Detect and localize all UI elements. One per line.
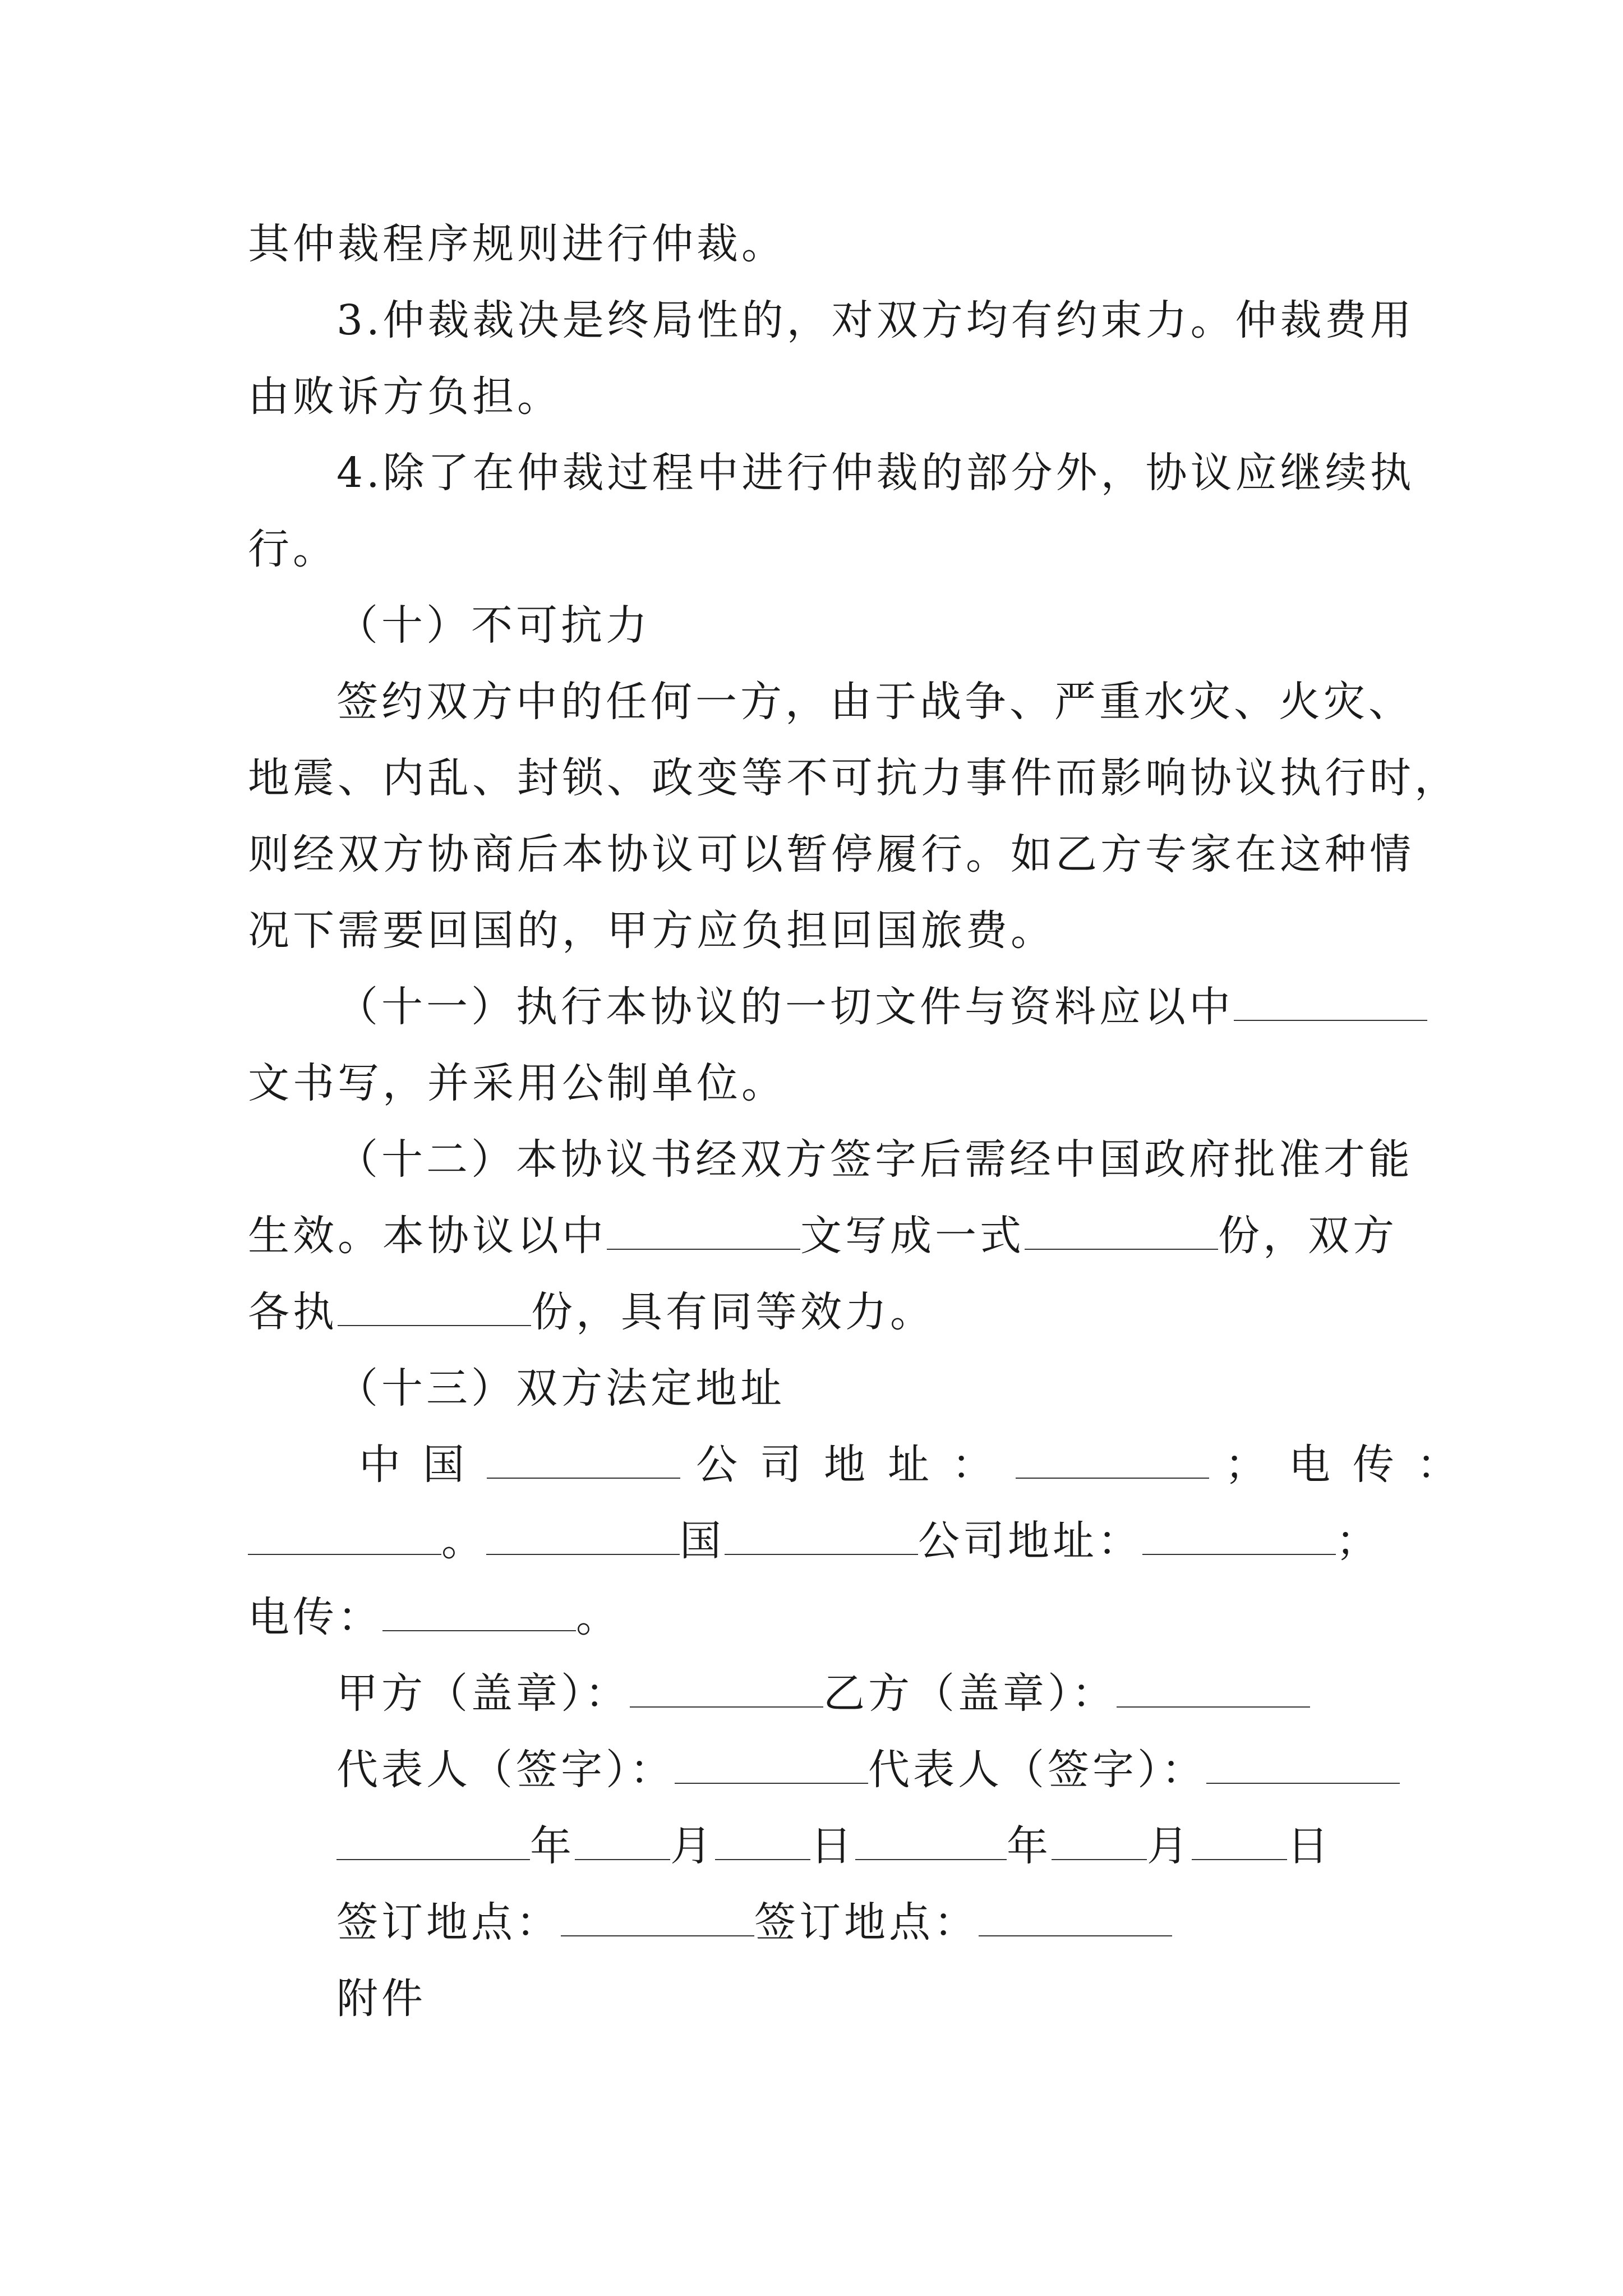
fill-blank[interactable]: [338, 1294, 531, 1326]
clause-12-text: 文写成一式: [800, 1212, 1025, 1260]
rep-b-label: 代表人（签字）：: [868, 1746, 1206, 1794]
clause-13-text: 公司地址：: [918, 1517, 1142, 1565]
fill-blank[interactable]: [725, 1522, 918, 1555]
clause-12-text: 生效。本协议以中: [248, 1212, 607, 1260]
month-label: 月: [1147, 1822, 1192, 1870]
section-heading: （十）不可抗力: [336, 601, 651, 650]
clause-13-text: ；电传：: [1225, 1441, 1481, 1489]
clause-13-text: 电传：: [248, 1593, 382, 1641]
text-line: 其仲裁程序规则进行仲裁。: [248, 220, 786, 268]
clause-12-text: 份，双方: [1218, 1212, 1398, 1260]
clause-13-text: 中国: [359, 1441, 487, 1489]
fill-blank[interactable]: [1016, 1446, 1209, 1479]
text-line: 况下需要回国的，甲方应负担回国旅费。: [248, 907, 1055, 955]
place-b-label: 签订地点：: [754, 1898, 979, 1947]
fill-blank[interactable]: [607, 1217, 800, 1250]
clause-13-text: 国: [680, 1517, 725, 1565]
clause-11-line-1: [336, 983, 1427, 1031]
clause-12-text: 各执: [248, 1288, 338, 1336]
text-line: 地震、内乱、封锁、政变等不可抗力事件而影响协议执行时，: [248, 754, 1459, 802]
fill-blank[interactable]: [630, 1675, 823, 1708]
clause-11-line-2: 文书写，并采用公制单位。: [248, 1059, 786, 1107]
clause-13-text: ；: [1336, 1517, 1381, 1565]
attachment-label: 附件: [336, 1975, 426, 2023]
fill-blank[interactable]: [486, 1522, 680, 1555]
signature-seal-line: [336, 1669, 1310, 1718]
party-a-seal-label: 甲方（盖章）：: [336, 1669, 630, 1718]
clause-12-line-1: （十二）本协议书经双方签字后需经中国政府批准才能: [336, 1135, 1413, 1184]
clause-12-line-2: [248, 1212, 1398, 1260]
fill-blank[interactable]: [1117, 1675, 1310, 1708]
signature-date-line: [336, 1822, 1332, 1870]
fill-blank[interactable]: [1142, 1522, 1336, 1555]
rep-a-label: 代表人（签字）：: [336, 1746, 675, 1794]
fill-blank[interactable]: [1052, 1828, 1147, 1860]
fill-blank[interactable]: [1234, 988, 1427, 1021]
year-label: 年: [1007, 1822, 1052, 1870]
text-line: 签约双方中的任何一方，由于战争、严重水灾、火灾、: [336, 678, 1413, 726]
fill-blank[interactable]: [575, 1828, 670, 1860]
place-a-label: 签订地点：: [336, 1898, 561, 1947]
clause-12-text: 份，具有同等效力。: [531, 1288, 935, 1336]
fill-blank[interactable]: [487, 1446, 680, 1479]
text-line: 4.除了在仲裁过程中进行仲裁的部分外，协议应继续执: [336, 449, 1415, 497]
fill-blank[interactable]: [675, 1751, 868, 1784]
fill-blank[interactable]: [715, 1828, 810, 1860]
clause-13-line-3: [248, 1593, 621, 1641]
day-label: 日: [810, 1822, 855, 1870]
signature-place-line: [336, 1898, 1172, 1947]
clause-13-text: 公司地址：: [696, 1441, 1016, 1489]
clause-13-text: 。: [576, 1593, 621, 1641]
clause-12-line-3: [248, 1288, 935, 1336]
day-label: 日: [1287, 1822, 1332, 1870]
text-line: 则经双方协商后本协议可以暂停履行。如乙方专家在这种情: [248, 830, 1414, 878]
text-line: 3.仲裁裁决是终局性的，对双方均有约束力。仲裁费用: [336, 296, 1415, 344]
fill-blank[interactable]: [1025, 1217, 1218, 1250]
fill-blank[interactable]: [855, 1828, 1007, 1860]
party-b-seal-label: 乙方（盖章）：: [823, 1669, 1117, 1718]
fill-blank[interactable]: [1192, 1828, 1287, 1860]
fill-blank[interactable]: [979, 1904, 1172, 1936]
signature-rep-line: [336, 1746, 1400, 1794]
month-label: 月: [670, 1822, 715, 1870]
fill-blank[interactable]: [336, 1828, 530, 1860]
fill-blank[interactable]: [248, 1522, 441, 1555]
fill-blank[interactable]: [382, 1599, 576, 1631]
clause-13-line-1: [359, 1441, 1481, 1489]
fill-blank[interactable]: [561, 1904, 754, 1936]
clause-11-text: （十一）执行本协议的一切文件与资料应以中: [336, 983, 1234, 1031]
clause-13-text: 。: [441, 1517, 486, 1565]
text-line: 由败诉方负担。: [248, 372, 562, 421]
text-line: 行。: [248, 525, 338, 573]
year-label: 年: [530, 1822, 575, 1870]
fill-blank[interactable]: [1206, 1751, 1400, 1784]
clause-13-heading: （十三）双方法定地址: [336, 1364, 785, 1412]
clause-13-line-2: [248, 1517, 1381, 1565]
